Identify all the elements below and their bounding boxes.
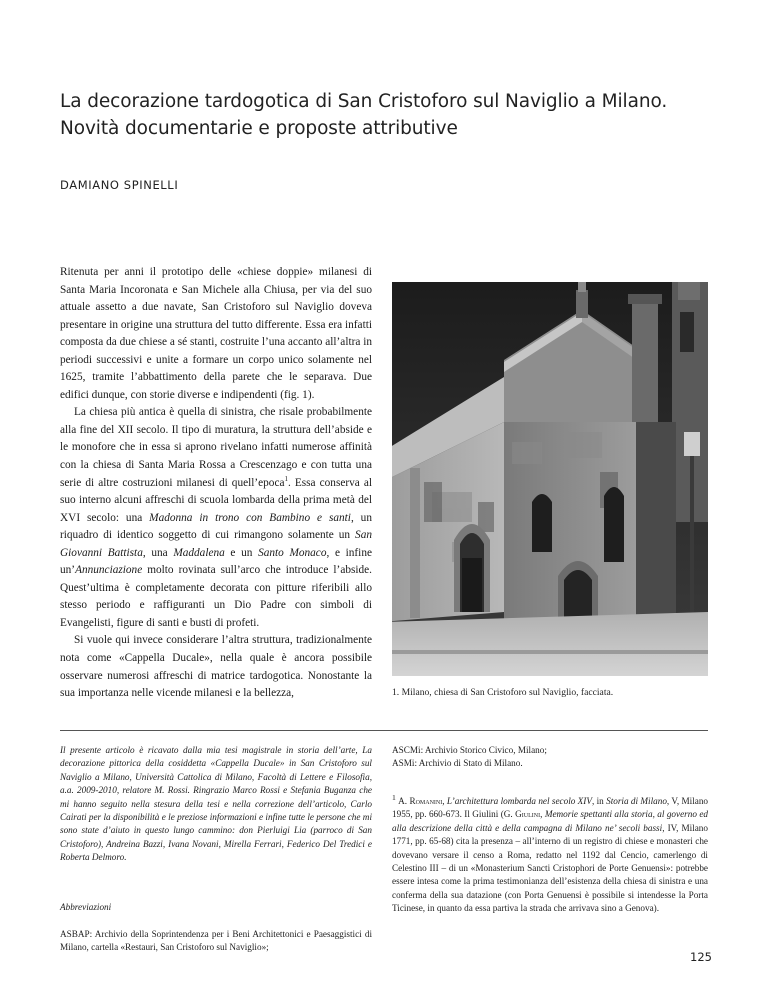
text-run: La chiesa più antica è quella di sinistra, che risale probabilmente alla fine del XII secolo. Il tipo di muratura, la struttura dell’abside e le monofore che in essa si aprono rivelano infatti numerose affinità con la chiesa di Santa Maria Rossa a Crescenzago e con tutta una serie di altre costruzioni milanesi di quell’epoca [60,406,372,489]
body-paragraph-2 [60,404,372,632]
article-title-line-2: Novità documentarie e proposte attributive [60,118,458,139]
text-run: e un [224,546,259,559]
cited-series: Storia di Milano [606,795,667,806]
cited-title: Memorie spettanti alla storia, al governo ed alla descrizione della città e della campagna di Milano ne’ secoli bassi [392,809,708,833]
abbreviation-asmi: ASMi: Archivio di Stato di Milano. [392,758,523,769]
body-paragraph-3: Si vuole qui invece considerare l’altra struttura, tradizionalmente nota come «Cappella Ducale», nella quale è ancora possibile osservare numerosi affreschi di matrice tardogotica. Nonostante la sua importanza nelle vicende milanesi e la bellezza, [60,634,372,700]
artwork-title: Santo Monaco [258,546,327,559]
abbreviation-asbap: ASBAP: Archivio della Soprintendenza per i Beni Architettonici e Paesaggistici di Milano, cartella «Restauri, San Cristoforo sul Naviglio»; [60,929,372,953]
article-title [60,88,700,142]
cited-author: A. Romanini [398,795,443,806]
text-run: , V, Milano 1955, pp. 660-673. Il Giulini (G. [392,795,709,820]
text-run: , IV, Milano 1771, pp. 65-68) cita la presenza – all’interno di un registro di chiese e monasteri che dovevano versare il censo a Roma, redatto nel 1192 dal Cencio, camerlengo di Celestino III – di un «Monasterium Sancti Cristophori de Porte Genuensi»: potrebbe essere intesa come la prima testimonianza dell’esistenza della chiesa di sinistra e una conferma della sua datazione (con Porta Genuensi è possibile si intendesse la Porta Ticinese, in quanto da essa partiva la strada che arrivava sino a Genova). [392,822,708,914]
page-number: 125 [690,950,712,964]
artwork-title: Madonna in trono con Bambino e santi [149,511,351,524]
church-facade-photo [392,282,708,676]
acknowledgements-note [60,744,372,865]
body-paragraph-1: Ritenuta per anni il prototipo delle «chiese doppie» milanesi di Santa Maria Incoronata e San Michele alla Chiusa, per via del suo attuale assetto a due navate, San Cristoforo sul Naviglio doveva presentare in origine una struttura del tutto differente. Essa era infatti composta da due chiese a sé stanti, costruite l’una accanto all’altra in periodi successivi e unite a formare un corpo unico solamente nel 1625, tramite l’abbattimento della parete che le separava. Due edifici dunque, con storie diverse e indipendenti (fig. 1). [60,266,372,401]
body-text [60,264,372,703]
notes-left-column [60,744,372,955]
abbreviation-ascmi: ASCMi: Archivio Storico Civico, Milano; [392,745,547,755]
artwork-title: Maddalena [173,546,225,559]
text-run: molto rovinata sull’arco che introduce l’abside. Quest’ultima è completamente decorata con pitture riferibili allo stesso periodo e raffiguranti un Dio Padre con simboli di Evangelisti, figure di santi e busti di profeti. [60,564,372,629]
notes-right-column [392,744,708,916]
cited-title: L’architettura lombarda nel secolo XIV [446,795,592,806]
cited-author: Giulini [515,809,541,820]
artwork-title: San Giovanni Battista [60,529,372,559]
artwork-title: Annunciazione [75,564,143,577]
footnote-number: 1 [392,792,396,802]
text-run: , un riquadro di identico soggetto di cui rimangono solamente un [60,511,372,542]
article-author: DAMIANO SPINELLI [60,178,179,192]
text-run: , e infine un’ [60,546,372,577]
text-run: , in [591,795,607,806]
footnote-divider [60,730,708,731]
acknowledgements-text: Il presente articolo è ricavato dalla mia tesi magistrale in storia dell’arte, La decorazione pittorica della cosiddetta «Cappella Ducale» in San Cristoforo sul Naviglio a Milano, Università Cattolica di Milano, Facoltà di Lettere e Filosofia, a.a. 2009-2010, relatore M. Rossi. Ringrazio Marco Rossi e Stefania Buganza che mi hanno seguito nella stesura della tesi e nella correzione dell’articolo, Carlo Cairati per la disponibilità e le preziose informazioni e infine tutte le persone che mi sono state d’aiuto in questo lungo cammino: don Pierluigi Lia (parroco di San Cristoforo), Andreina Bazzi, Ivana Novani, Mirella Ferrari, Federico Del Tredici e Roberta Delmoro. [60,745,372,863]
footnote-1: $^1$ A. Romanini, L’architettura lombarda nel secolo XIV, in Storia di Milano, V, Milano 1955, pp. 660-673. Il Giulini (G. Giulini, Memorie spettanti alla storia, al governo ed alla descrizione della città e della campagna di Milano ne’ secoli bassi, IV, Milano 1771, pp. 65-68) cita la presenza – all’interno di un registro di chiese e monasteri che dovevano versare il censo a Roma, redatto nel 1192 dal Cencio, camerlengo di Celestino III – di un «Monasterium Sancti Cristophori de Porte Genuensi»: potrebbe essere intesa come la prima testimonianza dell’esistenza della chiesa di sinistra e una conferma della sua datazione (con Porta Genuensi è possibile si intendesse la Porta Ticinese, in quanto da essa partiva la strada che arrivava sino a Genova). [392,792,709,914]
text-run: , una [142,546,174,559]
article-title-line-1: La decorazione tardogotica di San Cristoforo sul Naviglio a Milano. [60,91,668,112]
figure-caption: 1. Milano, chiesa di San Cristoforo sul Naviglio, facciata. [392,687,614,698]
footnote-ref-1[interactable]: 1 [284,474,288,483]
abbreviations-heading: Abbreviazioni [60,901,112,912]
text-run: , [540,809,545,820]
text-run: . Essa conserva al suo interno alcuni affreschi di scuola lombarda della prima metà del XVI secolo: una [60,476,372,524]
